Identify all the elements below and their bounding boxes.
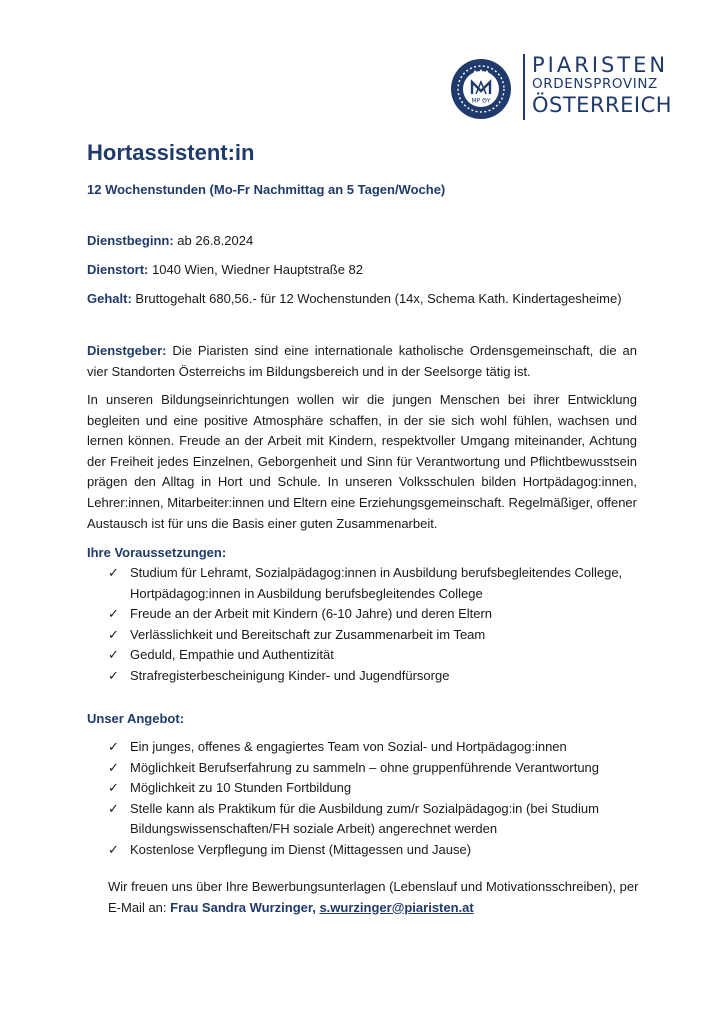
check-icon: ✓ — [108, 841, 119, 857]
list-item-text: Stelle kann als Praktikum für die Ausbildung zum/r Sozialpädagog:in (bei Studium Bildungswissenschaften/FH soziale Arbeit) angerechnet werden — [130, 800, 599, 836]
list-item — [108, 799, 638, 840]
detail-value: 1040 Wien, Wiedner Hauptstraße 82 — [148, 262, 363, 277]
check-icon: ✓ — [108, 739, 119, 754]
check-icon: ✓ — [108, 626, 119, 642]
detail-location — [87, 262, 363, 277]
logo-text — [532, 54, 672, 117]
closing-text: Wir freuen uns über Ihre Bewerbungsunterlagen (Lebenslauf und Motivationsschreiben), per E-Mail an: — [108, 879, 639, 915]
employer-paragraph — [87, 341, 637, 382]
list-item — [108, 737, 638, 758]
check-icon: ✓ — [108, 667, 119, 683]
list-item — [108, 758, 638, 779]
list-item-text: Geduld, Empathie und Authentizität — [130, 647, 334, 662]
list-item-text: Strafregisterbescheinigung Kinder- und Jugendfürsorge — [130, 667, 450, 683]
job-subtitle: 12 Wochenstunden (Mo-Fr Nachmittag an 5 Tagen/Woche) — [87, 182, 446, 197]
requirements-list — [108, 563, 638, 686]
offer-list — [108, 737, 638, 860]
check-icon: ✓ — [108, 800, 119, 816]
detail-value: Bruttogehalt 680,56.- für 12 Wochenstunden (14x, Schema Kath. Kindertagesheime) — [131, 291, 622, 306]
list-item-text: Freude an der Arbeit mit Kindern (6-10 Jahre) und deren Eltern — [130, 606, 493, 621]
piaristen-logo — [450, 52, 690, 122]
list-item — [108, 666, 638, 687]
check-icon: ✓ — [108, 759, 119, 775]
list-item — [108, 563, 638, 604]
check-icon: ✓ — [108, 647, 119, 662]
check-icon: ✓ — [108, 780, 119, 795]
list-item-text: Studium für Lehramt, Sozialpädagog:innen in Ausbildung berufsbegleitendes College, Hortpädagog:innen in Ausbildung berufsbegleitendes College — [130, 565, 623, 601]
list-item-text: Möglichkeit Berufserfahrung zu sammeln – ohne gruppenführende Verantwortung — [130, 759, 600, 775]
contact-name: Frau Sandra Wurzinger, — [170, 899, 316, 915]
list-item — [108, 645, 638, 666]
detail-start — [87, 233, 253, 248]
list-item-text: Kostenlose Verpflegung im Dienst (Mittagessen und Jause) — [130, 841, 472, 857]
contact-email-link[interactable]: s.wurzinger@piaristen.at — [319, 899, 474, 915]
job-title: Hortassistent:in — [87, 140, 255, 165]
emblem-initials: MP ΘY — [471, 97, 491, 105]
offer-heading: Unser Angebot: — [87, 711, 185, 726]
logo-divider — [523, 54, 525, 120]
logo-line-2: ORDENSPROVINZ — [532, 76, 658, 92]
check-icon: ✓ — [108, 565, 119, 580]
list-item-text: Möglichkeit zu 10 Stunden Fortbildung — [130, 780, 352, 795]
list-item-text: Ein junges, offenes & engagiertes Team von Sozial- und Hortpädagog:innen — [130, 739, 567, 754]
logo-line-1: PIARISTEN — [532, 53, 669, 77]
detail-salary — [87, 291, 622, 306]
employer-text: Die Piaristen sind eine internationale katholische Ordensgemeinschaft, die an vier Standorten Österreichs im Bildungsbereich und in der Seelsorge tätig ist. — [87, 343, 637, 379]
check-icon: ✓ — [108, 606, 119, 621]
detail-label: Dienstbeginn: — [87, 233, 174, 248]
detail-label: Gehalt: — [87, 291, 132, 306]
logo-line-3: ÖSTERREICH — [532, 93, 673, 117]
detail-label: Dienstort: — [87, 262, 149, 277]
requirements-heading: Ihre Voraussetzungen: — [87, 545, 227, 560]
list-item — [108, 604, 638, 625]
employer-label: Dienstgeber: — [87, 343, 167, 358]
list-item — [108, 625, 638, 646]
list-item — [108, 778, 638, 799]
closing-paragraph — [108, 877, 648, 918]
piaristen-emblem-icon — [450, 58, 512, 120]
intro-paragraph: In unseren Bildungseinrichtungen wollen wir die jungen Menschen bei ihrer Entwicklung begleiten und eine positive Atmosphäre schaffen, in der sie sich wohl fühlen, wachsen und lernen können. Freude an der Arbeit mit Kindern, respektvoller Umgang miteinander, Achtung der Freiheit jedes Einzelnen, Geborgenheit und Sinn für Verantwortung und Pflichtbewusstsein prägen den Alltag in Hort und Schule. In unseren Volksschulen bilden Hortpädagog:innen, Lehrer:innen, Mitarbeiter:innen und Eltern eine Erziehungsgemeinschaft. Regelmäßiger, offener Austausch ist für uns die Basis einer guten Zusammenarbeit. — [87, 392, 637, 531]
detail-value: ab 26.8.2024 — [173, 233, 254, 248]
list-item-text: Verlässlichkeit und Bereitschaft zur Zusammenarbeit im Team — [130, 626, 486, 642]
list-item — [108, 840, 638, 861]
